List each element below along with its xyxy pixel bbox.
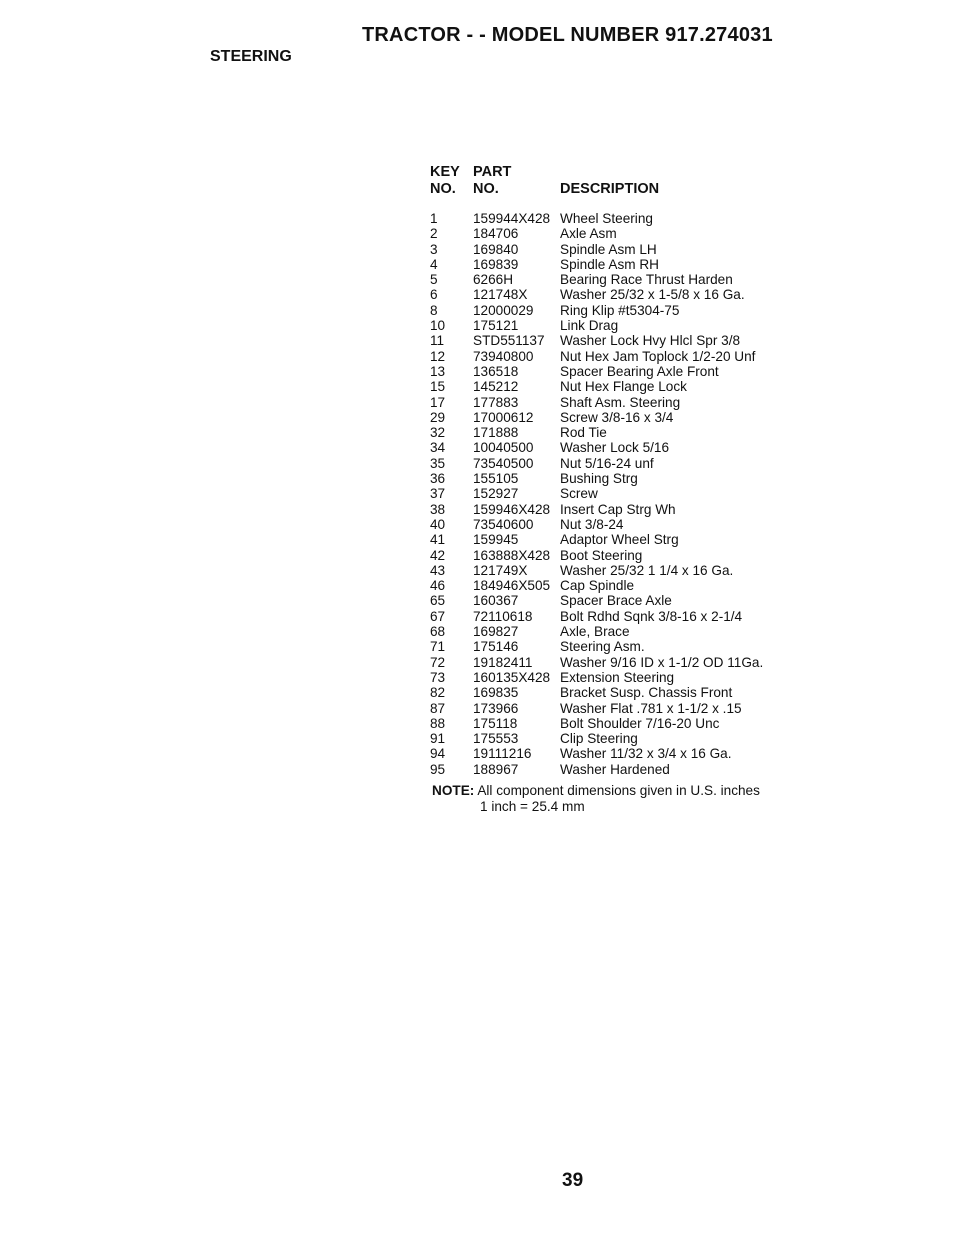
key-no-header-top: KEY bbox=[430, 164, 460, 180]
key-no-cell: 67 bbox=[430, 608, 446, 624]
part-no-cell: 184706 bbox=[473, 226, 519, 242]
key-no-cell: 65 bbox=[430, 593, 446, 609]
part-no-cell: 184946X505 bbox=[473, 578, 551, 594]
key-no-cell: 72 bbox=[430, 654, 446, 670]
key-no-cell: 4 bbox=[430, 256, 438, 272]
key-no-cell: 43 bbox=[430, 562, 446, 578]
part-no-cell: 155105 bbox=[473, 471, 519, 487]
description-cell: Nut 3/8-24 bbox=[560, 516, 624, 532]
key-no-header-bottom: NO. bbox=[430, 181, 456, 197]
description-cell: Screw 3/8-16 x 3/4 bbox=[560, 409, 674, 425]
description-cell: Insert Cap Strg Wh bbox=[560, 501, 676, 517]
description-cell: Extension Steering bbox=[560, 669, 675, 685]
part-no-cell: 175118 bbox=[473, 715, 518, 731]
part-no-cell: 169827 bbox=[473, 624, 519, 640]
part-no-cell: 175146 bbox=[473, 639, 519, 655]
key-no-cell: 5 bbox=[430, 272, 438, 288]
description-cell: Cap Spindle bbox=[560, 578, 635, 594]
part-no-cell: 73540500 bbox=[473, 455, 534, 471]
description-cell: Washer Lock 5/16 bbox=[560, 440, 670, 456]
description-cell: Washer Lock Hvy Hlcl Spr 3/8 bbox=[560, 333, 741, 349]
part-no-header-top: PART bbox=[473, 164, 512, 180]
description-cell: Ring Klip #t5304-75 bbox=[560, 302, 680, 318]
key-no-cell: 8 bbox=[430, 302, 438, 318]
key-no-cell: 73 bbox=[430, 669, 446, 685]
key-no-cell: 12 bbox=[430, 348, 446, 364]
description-cell: Wheel Steering bbox=[560, 211, 653, 226]
key-no-cell: 41 bbox=[430, 532, 446, 548]
part-no-cell: STD551137 bbox=[473, 333, 545, 349]
description-cell: Bushing Strg bbox=[560, 471, 638, 487]
key-no-cell: 13 bbox=[430, 363, 446, 379]
note-label: NOTE: bbox=[432, 783, 475, 798]
part-no-cell: 6266H bbox=[473, 272, 514, 288]
part-no-cell: 19182411 bbox=[473, 654, 533, 670]
part-no-cell: 136518 bbox=[473, 363, 519, 379]
key-no-cell: 2 bbox=[430, 226, 438, 242]
description-cell: Washer 25/32 x 1-5/8 x 16 Ga. bbox=[560, 287, 745, 303]
description-cell: Rod Tie bbox=[560, 425, 607, 441]
part-no-cell: 10040500 bbox=[473, 440, 534, 456]
part-no-cell: 121749X bbox=[473, 562, 528, 578]
part-no-cell: 160367 bbox=[473, 593, 519, 609]
description-cell: Nut Hex Flange Lock bbox=[560, 379, 687, 395]
part-no-cell: 171888 bbox=[473, 425, 519, 441]
description-cell: Axle Asm bbox=[560, 226, 617, 242]
key-no-cell: 91 bbox=[430, 731, 446, 747]
key-no-cell: 11 bbox=[430, 333, 445, 349]
part-no-cell: 163888X428 bbox=[473, 547, 551, 563]
note-line-1 bbox=[432, 783, 760, 799]
description-cell: Steering Asm. bbox=[560, 639, 645, 655]
key-no-cell: 46 bbox=[430, 578, 446, 594]
description-cell: Screw bbox=[560, 486, 598, 502]
key-no-cell: 94 bbox=[430, 746, 446, 762]
key-no-cell: 37 bbox=[430, 486, 446, 502]
page-title: TRACTOR - - MODEL NUMBER 917.274031 bbox=[362, 24, 773, 46]
description-cell: Nut Hex Jam Toplock 1/2-20 Unf bbox=[560, 348, 756, 364]
note-text: All component dimensions given in U.S. inches bbox=[474, 783, 760, 798]
key-no-cell: 68 bbox=[430, 624, 446, 640]
key-no-cell: 3 bbox=[430, 241, 438, 257]
description-cell: Spindle Asm LH bbox=[560, 241, 657, 257]
description-cell: Washer Hardened bbox=[560, 761, 670, 777]
key-no-cell: 42 bbox=[430, 547, 446, 563]
description-cell: Spacer Bearing Axle Front bbox=[560, 363, 719, 379]
description-cell: Bolt Shoulder 7/16-20 Unc bbox=[560, 715, 720, 731]
part-no-cell: 73540600 bbox=[473, 516, 534, 532]
description-cell: Bolt Rdhd Sqnk 3/8-16 x 2-1/4 bbox=[560, 608, 743, 624]
key-no-cell: 36 bbox=[430, 471, 446, 487]
description-cell: Spacer Brace Axle bbox=[560, 593, 672, 609]
description-cell: Washer Flat .781 x 1-1/2 x .15 bbox=[560, 700, 742, 716]
description-cell: Spindle Asm RH bbox=[560, 256, 659, 272]
dimension-note bbox=[432, 783, 760, 815]
part-no-cell: 159945 bbox=[473, 532, 519, 548]
description-cell: Axle, Brace bbox=[560, 624, 630, 640]
description-cell: Clip Steering bbox=[560, 731, 638, 747]
key-no-cell: 6 bbox=[430, 287, 438, 303]
key-no-cell: 34 bbox=[430, 440, 446, 456]
description-header: DESCRIPTION bbox=[560, 181, 660, 197]
key-no-cell: 35 bbox=[430, 455, 446, 471]
note-line-2: 1 inch = 25.4 mm bbox=[480, 799, 585, 814]
part-no-cell: 175553 bbox=[473, 731, 519, 747]
part-no-cell: 160135X428 bbox=[473, 669, 551, 685]
part-no-cell: 159944X428 bbox=[473, 211, 551, 226]
key-no-cell: 1 bbox=[430, 211, 438, 226]
part-no-cell: 152927 bbox=[473, 486, 519, 502]
key-no-cell: 95 bbox=[430, 761, 446, 777]
description-cell: Adaptor Wheel Strg bbox=[560, 532, 679, 548]
page-number: 39 bbox=[562, 1170, 584, 1191]
description-cell: Washer 9/16 ID x 1-1/2 OD 11Ga. bbox=[560, 654, 764, 670]
key-no-cell: 71 bbox=[430, 639, 446, 655]
key-no-cell: 17 bbox=[430, 394, 446, 410]
key-no-cell: 82 bbox=[430, 685, 446, 701]
key-no-cell: 29 bbox=[430, 409, 446, 425]
description-cell: Shaft Asm. Steering bbox=[560, 394, 681, 410]
description-cell: Link Drag bbox=[560, 318, 619, 334]
part-no-cell: 169835 bbox=[473, 685, 519, 701]
part-no-cell: 121748X bbox=[473, 287, 528, 303]
part-no-cell: 73940800 bbox=[473, 348, 534, 364]
part-no-cell: 169839 bbox=[473, 256, 519, 272]
key-no-cell: 38 bbox=[430, 501, 446, 517]
part-no-cell: 159946X428 bbox=[473, 501, 551, 517]
part-no-cell: 188967 bbox=[473, 761, 519, 777]
part-no-cell: 175121 bbox=[473, 318, 519, 334]
part-no-cell: 72110618 bbox=[473, 608, 533, 624]
description-cell: Bracket Susp. Chassis Front bbox=[560, 685, 733, 701]
key-no-cell: 40 bbox=[430, 516, 446, 532]
part-no-cell: 145212 bbox=[473, 379, 519, 395]
key-no-cell: 87 bbox=[430, 700, 446, 716]
key-no-cell: 15 bbox=[430, 379, 446, 395]
key-no-cell: 88 bbox=[430, 715, 446, 731]
part-no-cell: 12000029 bbox=[473, 302, 534, 318]
part-no-header-bottom: NO. bbox=[473, 181, 499, 197]
part-no-cell: 19111216 bbox=[473, 746, 532, 762]
part-no-cell: 169840 bbox=[473, 241, 519, 257]
description-cell: Bearing Race Thrust Harden bbox=[560, 272, 733, 288]
description-cell: Washer 25/32 1 1/4 x 16 Ga. bbox=[560, 562, 734, 578]
section-heading: STEERING bbox=[210, 48, 292, 65]
description-cell: Nut 5/16-24 unf bbox=[560, 455, 654, 471]
part-no-cell: 177883 bbox=[473, 394, 519, 410]
part-no-cell: 173966 bbox=[473, 700, 519, 716]
part-no-cell: 17000612 bbox=[473, 409, 534, 425]
description-cell: Washer 11/32 x 3/4 x 16 Ga. bbox=[560, 746, 732, 762]
description-cell: Boot Steering bbox=[560, 547, 643, 563]
key-no-cell: 32 bbox=[430, 425, 446, 441]
key-no-cell: 10 bbox=[430, 318, 446, 334]
